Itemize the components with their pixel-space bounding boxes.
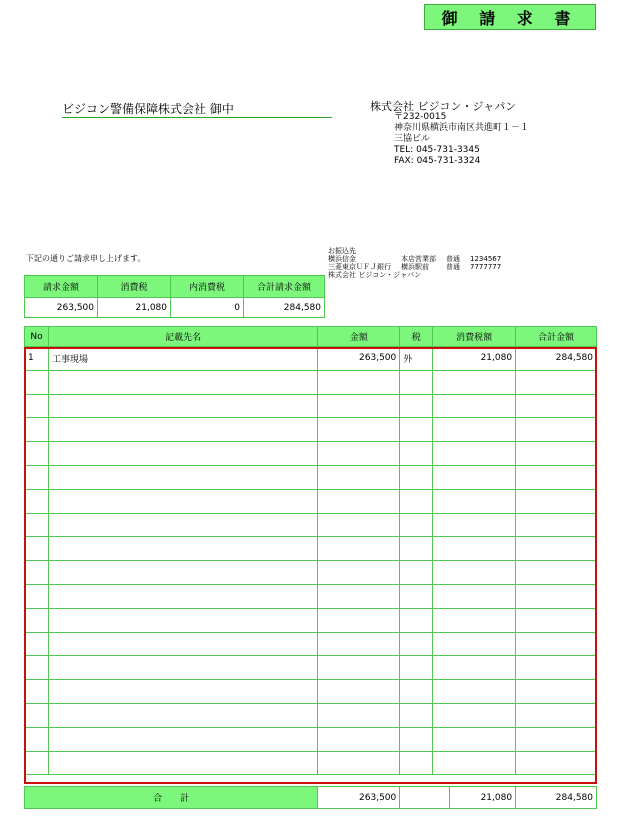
empty-cell: [25, 370, 49, 394]
empty-cell: [318, 442, 400, 466]
table-row: [25, 751, 597, 775]
empty-cell: [25, 465, 49, 489]
empty-cell: [400, 703, 433, 727]
empty-cell: [433, 394, 516, 418]
empty-cell: [400, 727, 433, 751]
empty-cell: [516, 465, 597, 489]
totals-blank: [400, 787, 450, 809]
empty-cell: [516, 418, 597, 442]
empty-cell: [48, 465, 317, 489]
empty-cell: [433, 608, 516, 632]
empty-cell: [516, 608, 597, 632]
totals-table: [24, 786, 597, 809]
empty-cell: [48, 561, 317, 585]
issuer-name: 株式会社 ビジコン・ジャパン: [370, 100, 517, 113]
summary-table: [24, 275, 325, 318]
table-row: [25, 584, 597, 608]
summary-internal-tax: 0: [171, 298, 244, 318]
empty-cell: [48, 608, 317, 632]
empty-cell: [48, 680, 317, 704]
empty-cell: [433, 489, 516, 513]
bank-account-name: 株式会社 ビジコン・ジャパン: [328, 271, 422, 279]
empty-cell: [433, 727, 516, 751]
empty-cell: [318, 418, 400, 442]
col-header-amount: 金額: [318, 327, 400, 347]
empty-cell: [48, 442, 317, 466]
empty-cell: [25, 513, 49, 537]
empty-cell: [516, 394, 597, 418]
empty-cell: [400, 465, 433, 489]
table-row: [25, 465, 597, 489]
empty-cell: [318, 465, 400, 489]
empty-cell: [48, 370, 317, 394]
issuer-address: 神奈川県横浜市南区共進町１－１: [394, 123, 530, 133]
empty-cell: [433, 656, 516, 680]
bank-branch: 本店営業部: [401, 255, 436, 263]
table-row: [25, 703, 597, 727]
empty-cell: [318, 584, 400, 608]
empty-cell: [400, 608, 433, 632]
document-title: [424, 4, 596, 30]
empty-cell: [318, 394, 400, 418]
empty-cell: [318, 370, 400, 394]
empty-cell: [318, 680, 400, 704]
empty-cell: [48, 489, 317, 513]
col-header-total: 合計金額: [516, 327, 597, 347]
table-row: [25, 347, 597, 371]
empty-cell: [48, 394, 317, 418]
table-row: [25, 561, 597, 585]
row-no: 1: [25, 347, 49, 371]
empty-cell: [25, 584, 49, 608]
empty-cell: [400, 680, 433, 704]
bank-info: [328, 247, 511, 279]
empty-cell: [48, 727, 317, 751]
bank-account-type: 普通: [446, 255, 460, 263]
table-row: [25, 489, 597, 513]
empty-cell: [400, 537, 433, 561]
empty-cell: [433, 561, 516, 585]
empty-cell: [25, 632, 49, 656]
col-header-name: 記載先名: [48, 327, 317, 347]
col-header-tax: 税: [400, 327, 433, 347]
bank-row: [328, 255, 511, 263]
empty-cell: [25, 394, 49, 418]
table-row: [25, 608, 597, 632]
empty-cell: [400, 513, 433, 537]
bank-account-number: 7777777: [470, 263, 502, 271]
empty-cell: [516, 680, 597, 704]
empty-cell: [25, 561, 49, 585]
empty-cell: [318, 537, 400, 561]
empty-cell: [516, 442, 597, 466]
table-row: [25, 418, 597, 442]
bank-table: [328, 255, 511, 271]
empty-cell: [318, 703, 400, 727]
empty-cell: [48, 632, 317, 656]
empty-cell: [516, 703, 597, 727]
empty-cell: [433, 442, 516, 466]
empty-cell: [48, 418, 317, 442]
empty-cell: [433, 537, 516, 561]
empty-cell: [516, 727, 597, 751]
empty-cell: [318, 561, 400, 585]
bank-name: 三菱東京ＵＦＪ銀行: [328, 263, 391, 271]
billing-notice: 下記の通りご請求申し上げます。: [26, 254, 146, 263]
empty-cell: [25, 537, 49, 561]
empty-cell: [318, 632, 400, 656]
empty-cell: [516, 584, 597, 608]
summary-tax: 21,080: [98, 298, 171, 318]
empty-cell: [433, 418, 516, 442]
empty-cell: [48, 703, 317, 727]
col-header-no: No: [25, 327, 49, 347]
empty-cell: [516, 561, 597, 585]
col-header-tax-amount: 消費税額: [433, 327, 516, 347]
empty-cell: [516, 513, 597, 537]
empty-cell: [516, 370, 597, 394]
totals-tax-amount: 21,080: [450, 787, 516, 809]
table-row: [25, 680, 597, 704]
empty-cell: [433, 632, 516, 656]
empty-cell: [516, 632, 597, 656]
issuer-fax: FAX: 045-731-3324: [394, 156, 481, 166]
empty-cell: [433, 584, 516, 608]
empty-cell: [516, 656, 597, 680]
empty-cell: [433, 751, 516, 775]
empty-cell: [400, 561, 433, 585]
bank-account-number: 1234567: [470, 255, 502, 263]
empty-cell: [400, 632, 433, 656]
empty-cell: [433, 465, 516, 489]
issuer-tel: TEL: 045-731-3345: [394, 145, 480, 155]
addressee: ビジコン警備保障株式会社 御中: [62, 100, 332, 118]
empty-cell: [318, 513, 400, 537]
empty-cell: [400, 489, 433, 513]
bank-account-type: 普通: [446, 263, 460, 271]
summary-header: 合計請求金額: [244, 276, 325, 298]
empty-cell: [25, 703, 49, 727]
empty-cell: [400, 584, 433, 608]
summary-billing-amount: 263,500: [25, 298, 98, 318]
row-amount: 263,500: [318, 347, 400, 371]
empty-cell: [318, 608, 400, 632]
table-row: [25, 632, 597, 656]
empty-cell: [25, 442, 49, 466]
empty-cell: [516, 537, 597, 561]
totals-label: 合 計: [25, 787, 318, 809]
empty-cell: [516, 489, 597, 513]
empty-cell: [318, 656, 400, 680]
row-total: 284,580: [516, 347, 597, 371]
table-row: [25, 727, 597, 751]
issuer-block: [370, 101, 529, 167]
empty-cell: [433, 370, 516, 394]
empty-cell: [25, 489, 49, 513]
empty-cell: [48, 656, 317, 680]
empty-cell: [48, 751, 317, 775]
table-row: [25, 370, 597, 394]
empty-cell: [400, 370, 433, 394]
empty-cell: [48, 537, 317, 561]
bank-row: [328, 263, 511, 271]
table-row: [25, 442, 597, 466]
empty-cell: [400, 394, 433, 418]
table-row: [25, 656, 597, 680]
empty-cell: [25, 727, 49, 751]
empty-cell: [25, 418, 49, 442]
row-name: 工事現場: [48, 347, 317, 371]
empty-cell: [433, 703, 516, 727]
empty-cell: [400, 656, 433, 680]
totals-total: 284,580: [516, 787, 597, 809]
empty-cell: [318, 727, 400, 751]
empty-cell: [433, 680, 516, 704]
empty-cell: [400, 751, 433, 775]
totals-amount: 263,500: [318, 787, 400, 809]
summary-header: 請求金額: [25, 276, 98, 298]
empty-cell: [516, 751, 597, 775]
empty-cell: [48, 584, 317, 608]
issuer-building: 三協ビル: [394, 134, 431, 144]
line-items-table: [24, 326, 597, 775]
row-tax-amount: 21,080: [433, 347, 516, 371]
summary-header: 内消費税: [171, 276, 244, 298]
empty-cell: [400, 442, 433, 466]
table-row: [25, 513, 597, 537]
table-row: [25, 537, 597, 561]
empty-cell: [318, 751, 400, 775]
empty-cell: [25, 751, 49, 775]
empty-cell: [433, 513, 516, 537]
empty-cell: [48, 513, 317, 537]
summary-header: 消費税: [98, 276, 171, 298]
empty-cell: [318, 489, 400, 513]
empty-cell: [25, 608, 49, 632]
bank-heading: お振込先: [328, 247, 356, 255]
empty-cell: [400, 418, 433, 442]
bank-branch: 横浜駅前: [401, 263, 429, 271]
document-title-text: 御 請 求 書: [441, 8, 579, 28]
row-tax-type: 外: [400, 347, 433, 371]
bank-name: 横浜信金: [328, 255, 356, 263]
empty-cell: [25, 680, 49, 704]
summary-total: 284,580: [244, 298, 325, 318]
table-row: [25, 394, 597, 418]
empty-cell: [25, 656, 49, 680]
issuer-postal: 〒232-0015: [394, 112, 447, 122]
